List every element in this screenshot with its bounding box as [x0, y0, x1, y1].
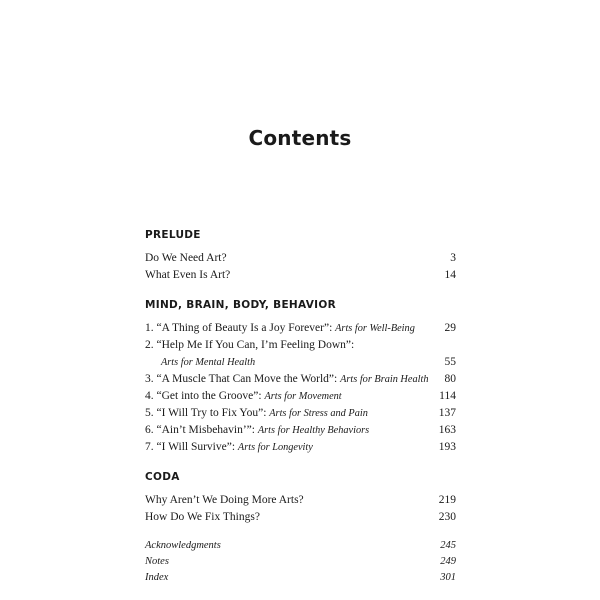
entry-title: How Do We Fix Things?	[145, 511, 260, 523]
page-number: 3	[450, 252, 456, 264]
chapter-title: “A Muscle That Can Move the World”:	[156, 373, 338, 385]
toc-entry-chapter-2[interactable]	[145, 337, 456, 354]
chapter-subtitle: Arts for Movement	[264, 391, 342, 402]
chapter-number: 5.	[145, 407, 154, 419]
toc-entry-chapter-7[interactable]	[145, 439, 456, 456]
page-number: 14	[444, 269, 456, 281]
section-heading-coda: CODA	[145, 471, 180, 483]
page-number: 114	[439, 390, 456, 402]
chapter-number: 6.	[145, 424, 154, 436]
toc-entry-notes[interactable]	[145, 554, 456, 570]
entry-title: Index	[145, 572, 169, 583]
entry-title: Acknowledgments	[145, 540, 221, 551]
entry-title: Notes	[145, 556, 169, 567]
toc-entry-chapter-3[interactable]	[145, 371, 456, 388]
page-number: 245	[440, 540, 456, 551]
toc-entry-chapter-1[interactable]	[145, 320, 456, 337]
section-heading-mind: MIND, BRAIN, BODY, BEHAVIOR	[145, 299, 336, 311]
entry-title: What Even Is Art?	[145, 269, 231, 281]
toc-entry-chapter-5[interactable]	[145, 405, 456, 422]
toc-entry-chapter-6[interactable]	[145, 422, 456, 439]
page-number: 29	[444, 322, 456, 334]
page-number: 163	[438, 424, 456, 436]
page-number: 249	[440, 556, 456, 567]
chapter-subtitle: Arts for Well-Being	[335, 323, 415, 334]
page-number: 219	[438, 494, 456, 506]
chapter-title: “Ain’t Misbehavin’”:	[156, 424, 255, 436]
toc-entry-chapter-2-continued[interactable]	[145, 354, 456, 371]
chapter-title: “A Thing of Beauty Is a Joy Forever”:	[156, 322, 333, 334]
chapter-subtitle: Arts for Healthy Behaviors	[257, 425, 370, 436]
toc-entry[interactable]	[145, 492, 456, 509]
section-heading-prelude: PRELUDE	[145, 229, 201, 241]
entry-title: Do We Need Art?	[145, 252, 227, 264]
chapter-subtitle: Arts for Mental Health	[161, 357, 256, 368]
page-number: 230	[438, 511, 456, 523]
toc-entry[interactable]	[145, 267, 456, 284]
chapter-number: 1.	[145, 322, 154, 334]
chapter-title: “Help Me If You Can, I’m Feeling Down”:	[156, 339, 355, 351]
page-number: 301	[440, 572, 456, 583]
chapter-number: 2.	[145, 339, 154, 351]
page-number: 193	[438, 441, 456, 453]
chapter-number: 7.	[145, 441, 154, 453]
page-number: 137	[438, 407, 456, 419]
page-title: Contents	[248, 126, 352, 150]
toc-entry[interactable]	[145, 509, 456, 526]
chapter-number: 4.	[145, 390, 154, 402]
chapter-title: “I Will Try to Fix You”:	[156, 407, 267, 419]
chapter-title: “I Will Survive”:	[156, 441, 236, 453]
chapter-number: 3.	[145, 373, 154, 385]
chapter-subtitle: Arts for Stress and Pain	[269, 408, 368, 419]
toc-entry-acknowledgments[interactable]	[145, 538, 456, 554]
toc-entry-index[interactable]	[145, 570, 456, 586]
chapter-subtitle: Arts for Brain Health	[340, 374, 429, 385]
page-number: 80	[444, 373, 456, 385]
chapter-title: “Get into the Groove”:	[156, 390, 262, 402]
toc-entry[interactable]	[145, 250, 456, 267]
entry-title: Why Aren’t We Doing More Arts?	[145, 494, 304, 506]
toc-entry-chapter-4[interactable]	[145, 388, 456, 405]
table-of-contents	[145, 226, 456, 586]
page-number: 55	[444, 356, 456, 368]
chapter-subtitle: Arts for Longevity	[237, 442, 313, 453]
